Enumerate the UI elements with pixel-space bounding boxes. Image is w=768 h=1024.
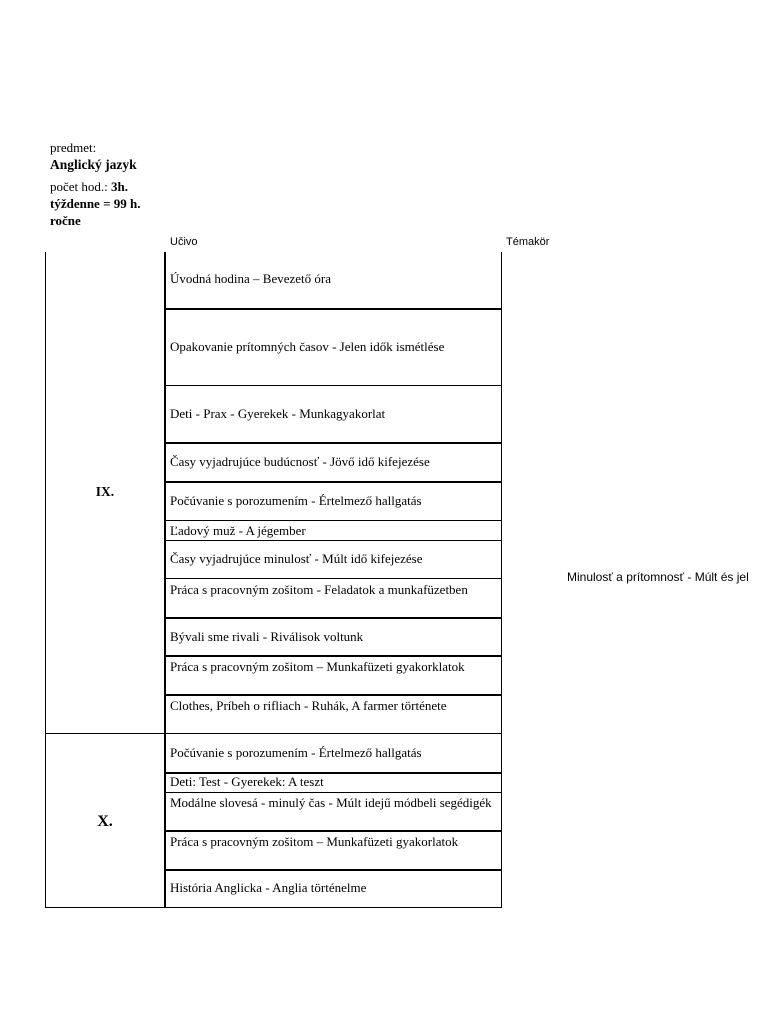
month-label-september: IX. bbox=[95, 484, 115, 499]
table-bottom-border bbox=[45, 907, 502, 908]
lesson-row: Práca s pracovným zošitom – Munkafüzeti gyakorklatok bbox=[170, 659, 465, 674]
lesson-row: Počúvanie s porozumením - Értelmező hallgatás bbox=[170, 745, 422, 760]
lesson-row: Deti: Test - Gyerekek: A teszt bbox=[170, 774, 324, 789]
lesson-row: Bývali sme rivali - Riválisok voltunk bbox=[170, 629, 364, 644]
lesson-row: Clothes, Príbeh o rifliach - Ruhák, A farmer története bbox=[170, 698, 447, 713]
hours-value: 3h. týždenne = 99 h. ročne bbox=[50, 179, 141, 228]
lesson-row: Modálne slovesá - minulý čas - Múlt idejű módbeli segédigék bbox=[170, 795, 492, 810]
row-divider bbox=[165, 792, 502, 793]
column-header-content: Učivo bbox=[170, 236, 198, 248]
row-divider bbox=[165, 481, 502, 483]
row-divider bbox=[165, 655, 502, 657]
lesson-row: Deti - Prax - Gyerekek - Munkagyakorlat bbox=[170, 406, 386, 421]
row-divider bbox=[165, 442, 502, 444]
row-divider bbox=[165, 578, 502, 579]
lesson-row: Ľadový muž - A jégember bbox=[170, 523, 306, 538]
row-divider bbox=[165, 308, 502, 310]
row-divider bbox=[165, 617, 502, 619]
content-column-border bbox=[501, 252, 502, 908]
month-divider bbox=[45, 733, 502, 734]
subject-label: predmet: bbox=[50, 140, 97, 155]
subject-name: Anglický jazyk bbox=[50, 157, 137, 172]
lesson-row: Časy vyjadrujúce budúcnosť - Jövő idő kifejezése bbox=[170, 454, 430, 469]
lesson-row: Práca s pracovným zošitom - Feladatok a munkafüzetben bbox=[170, 582, 468, 597]
row-divider bbox=[165, 830, 502, 832]
lesson-row: História Anglicka - Anglia történelme bbox=[170, 880, 367, 895]
lesson-row: Úvodná hodina – Bevezető óra bbox=[170, 271, 332, 286]
lesson-row: Opakovanie prítomných časov - Jelen idők ismétlése bbox=[170, 339, 445, 354]
topic-label: Minulosť a prítomnosť - Múlt és jel bbox=[567, 570, 749, 584]
row-divider bbox=[165, 520, 502, 521]
lesson-row: Práca s pracovným zošitom – Munkafüzeti gyakorlatok bbox=[170, 834, 459, 849]
hours-info bbox=[50, 178, 165, 229]
row-divider bbox=[165, 540, 502, 541]
lesson-row: Počúvanie s porozumením - Értelmező hallgatás bbox=[170, 493, 422, 508]
row-divider bbox=[165, 694, 502, 696]
row-divider bbox=[165, 869, 502, 871]
month-column-border bbox=[164, 252, 166, 908]
column-header-topic: Témakör bbox=[506, 236, 550, 248]
table-left-border bbox=[45, 252, 46, 908]
lesson-row: Časy vyjadrujúce minulosť - Múlt idő kifejezése bbox=[170, 551, 423, 566]
hours-label: počet hod.: bbox=[50, 179, 108, 194]
month-label-october: X. bbox=[97, 813, 113, 830]
row-divider bbox=[165, 385, 502, 386]
